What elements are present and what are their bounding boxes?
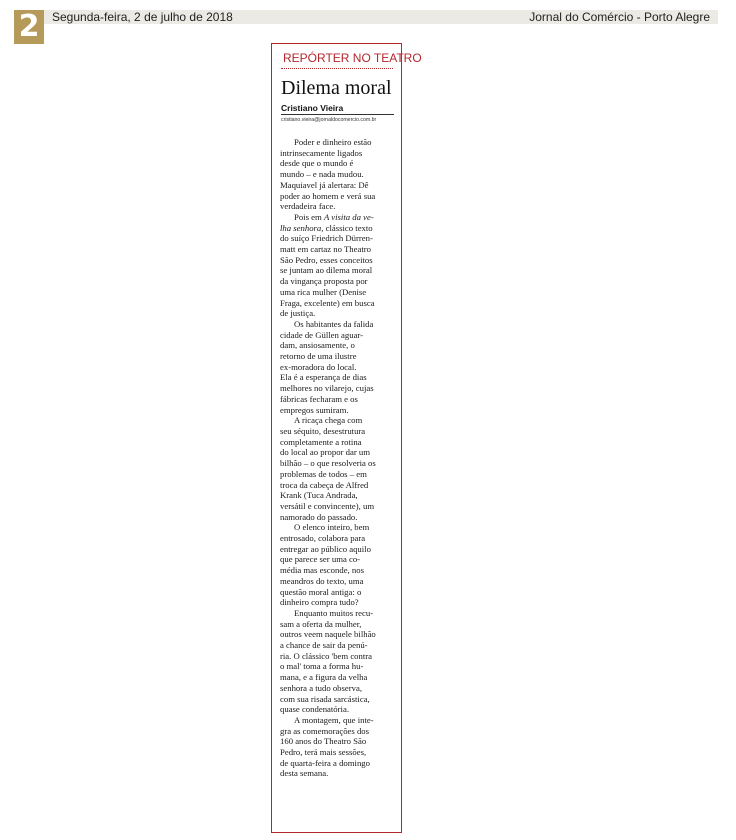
article-line xyxy=(280,276,395,287)
article-line xyxy=(280,554,395,565)
article-line xyxy=(280,255,395,266)
section-divider xyxy=(281,68,393,69)
article-line xyxy=(280,619,395,630)
article-line xyxy=(280,244,395,255)
article-line xyxy=(280,212,395,223)
article-line xyxy=(280,768,395,779)
play-title-italic: lha senhora xyxy=(280,222,322,233)
line-text: desde que o mundo é xyxy=(280,158,354,169)
headline: Dilema moral xyxy=(281,77,392,99)
line-text: média mas esconde, nos xyxy=(280,565,364,576)
line-text: cidade de Güllen aguar- xyxy=(280,329,364,340)
article-line xyxy=(280,287,395,298)
line-text: Fraga, excelente) em busca xyxy=(280,297,375,308)
line-text: A montagem, que inte- xyxy=(294,714,374,725)
article-line xyxy=(280,640,395,651)
article-line xyxy=(280,512,395,523)
article-line xyxy=(280,704,395,715)
article-line xyxy=(280,201,395,212)
newspaper-name: Jornal do Comércio - Porto Alegre xyxy=(529,10,710,24)
article-line xyxy=(280,383,395,394)
line-text: empregos sumiram. xyxy=(280,404,349,415)
line-text: Os habitantes da falida xyxy=(294,318,374,329)
article-line xyxy=(280,426,395,437)
article-line xyxy=(280,565,395,576)
column-box xyxy=(271,43,422,833)
line-text: dinheiro compra tudo? xyxy=(280,597,359,608)
article-line xyxy=(280,180,395,191)
line-text: versátil e convincente), um xyxy=(280,500,375,511)
line-text: problemas de todos – em xyxy=(280,468,367,479)
line-text: questão moral antiga: o xyxy=(280,586,362,597)
line-text: de quarta-feira a domingo xyxy=(280,757,370,768)
article-line xyxy=(280,694,395,705)
line-text: poder ao homem e verá sua xyxy=(280,190,376,201)
line-text: melhores no vilarejo, cujas xyxy=(280,383,374,394)
line-text: retorno de uma ilustre xyxy=(280,351,357,362)
page-number: 2 xyxy=(14,10,44,44)
line-text: Poder e dinheiro estão xyxy=(294,137,372,147)
line-text: se juntam ao dilema moral xyxy=(280,265,373,276)
line-text: Pois em xyxy=(294,211,324,222)
line-text: gra as comemorações dos xyxy=(280,725,370,736)
article-line xyxy=(280,480,395,491)
line-text: seu séquito, desestrutura xyxy=(280,425,366,436)
line-text: que parece ser uma co- xyxy=(280,554,361,565)
line-text: do suíço Friedrich Dürren- xyxy=(280,233,373,244)
article-line xyxy=(280,372,395,383)
author-email: cristiano.vieira@jornaldocomercio.com.br xyxy=(281,117,377,123)
section-title: REPÓRTER NO TEATRO xyxy=(283,51,422,65)
article-line xyxy=(280,683,395,694)
line-text: completamente a rotina xyxy=(280,436,362,447)
article-line xyxy=(280,608,395,619)
line-text: Krank (Tuca Andrada, xyxy=(280,490,358,501)
line-text: ria. O clássico 'bem contra xyxy=(280,650,373,661)
article-line xyxy=(280,533,395,544)
article-line xyxy=(280,223,395,234)
article-line xyxy=(280,169,395,180)
line-text: da vingança proposta por xyxy=(280,276,368,287)
article-line xyxy=(280,137,395,148)
article-line xyxy=(280,651,395,662)
line-text: entregar ao público aquilo xyxy=(280,543,371,554)
article-line xyxy=(280,351,395,362)
article-line xyxy=(280,191,395,202)
article-line xyxy=(280,587,395,598)
article-line xyxy=(280,330,395,341)
line-text: do local ao propor dar um xyxy=(280,447,370,458)
article-line xyxy=(280,447,395,458)
line-text: mundo – e nada mudou. xyxy=(280,169,364,180)
line-text: A ricaça chega com xyxy=(294,415,363,426)
article-line xyxy=(280,319,395,330)
line-text: uma rica mulher (Denise xyxy=(280,286,367,297)
line-text: desta semana. xyxy=(280,768,329,779)
line-text: bilhão – o que resolveria os xyxy=(280,458,376,469)
line-text: verdadeira face. xyxy=(280,201,336,212)
line-text: intrinsecamente ligados xyxy=(280,147,363,158)
line-text: 160 anos do Theatro São xyxy=(280,736,367,747)
line-text: São Pedro, esses conceitos xyxy=(280,254,373,265)
article-line xyxy=(280,747,395,758)
article-line xyxy=(280,469,395,480)
line-text: de justiça. xyxy=(280,308,316,319)
article-line xyxy=(280,158,395,169)
line-text: troca da cabeça de Alfred xyxy=(280,479,369,490)
article-line xyxy=(280,726,395,737)
line-text: o mal' toma a forma hu- xyxy=(280,661,364,672)
line-text: outros veem naquele bilhão xyxy=(280,629,376,640)
article-line xyxy=(280,340,395,351)
article-line xyxy=(280,362,395,373)
article-line xyxy=(280,597,395,608)
author-divider xyxy=(281,114,394,115)
article-line xyxy=(280,544,395,555)
line-text: a chance de sair da penú- xyxy=(280,640,368,651)
article-line xyxy=(280,437,395,448)
line-text: Enquanto muitos recu- xyxy=(294,607,374,618)
article-line xyxy=(280,672,395,683)
line-text: com sua risada sarcástica, xyxy=(280,693,370,704)
article-line xyxy=(280,501,395,512)
article-line xyxy=(280,265,395,276)
article-line xyxy=(280,736,395,747)
line-text: senhora a tudo observa, xyxy=(280,682,363,693)
line-text: meandros do texto, uma xyxy=(280,575,364,586)
line-text: Pedro, terá mais sessões, xyxy=(280,747,367,758)
article-line xyxy=(280,490,395,501)
article-line xyxy=(280,148,395,159)
line-text: dam, ansiosamente, o xyxy=(280,340,355,351)
line-text: entrosado, colabora para xyxy=(280,533,366,544)
article-line xyxy=(280,458,395,469)
article-line xyxy=(280,715,395,726)
line-text: Ela é a esperança de dias xyxy=(280,372,367,383)
line-text: , clássico texto xyxy=(321,222,373,233)
line-text: O elenco inteiro, bem xyxy=(294,522,370,533)
line-text: quase condenatória. xyxy=(280,704,349,715)
article-body xyxy=(280,137,395,779)
line-text: matt em cartaz no Theatro xyxy=(280,244,372,255)
article-line xyxy=(280,758,395,769)
header-date: Segunda-feira, 2 de julho de 2018 xyxy=(52,10,233,24)
line-text: Maquiavel já alertara: Dê xyxy=(280,179,369,190)
article-line xyxy=(280,522,395,533)
article-line xyxy=(280,233,395,244)
line-text: fábricas fecharam e os xyxy=(280,393,358,404)
article-line xyxy=(280,298,395,309)
article-line xyxy=(280,576,395,587)
article-line xyxy=(280,405,395,416)
line-text: sam a oferta da mulher, xyxy=(280,618,362,629)
article-line xyxy=(280,629,395,640)
line-text: namorado do passado. xyxy=(280,511,358,522)
article-line xyxy=(280,661,395,672)
article-line xyxy=(280,308,395,319)
line-text: mana, e a figura da velha xyxy=(280,672,368,683)
play-title-italic: A visita da ve- xyxy=(323,211,374,222)
article-line xyxy=(280,415,395,426)
article-line xyxy=(280,394,395,405)
line-text: ex-moradora do local. xyxy=(280,361,357,372)
author-name: Cristiano Vieira xyxy=(281,103,344,113)
